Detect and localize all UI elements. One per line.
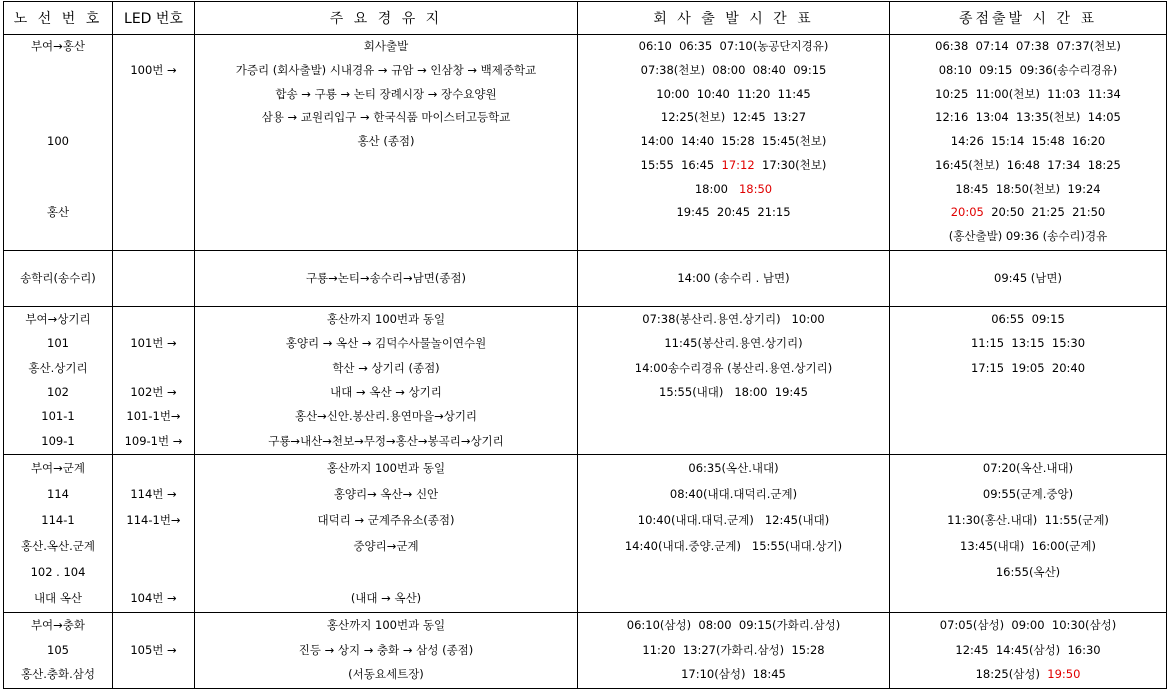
route-cell [4,35,113,251]
via-line [195,154,577,178]
time-text: 06:10(삼성) 08:00 09:15(가화리.삼성) [626,618,841,632]
route-section [4,251,1167,307]
route-section [4,35,1167,251]
highlighted-time: 18:50 [738,181,773,196]
time-text: 17:10(삼성) 18:45 [681,667,786,682]
led-cell [113,251,195,307]
via-line: 홍산까지 100번과 동일 [326,618,446,632]
via-line [195,225,577,249]
led-line: 104번 → [130,591,177,605]
led-line: 101번 → [130,336,177,351]
time-text: 06:38 07:14 07:38 07:37(천보) [935,39,1121,53]
route-cell [4,251,113,307]
company-time-line [578,154,889,178]
company-time-line [578,178,889,202]
via-line [195,201,577,225]
company-time-line [578,225,889,249]
route-line: 부여→홍산 [30,39,86,53]
via-line: 홍산까지 100번과 동일 [326,461,446,475]
led-line [113,559,194,585]
via-cell [195,455,578,613]
via-cell [195,613,578,689]
via-line: 회사출발 [363,39,409,53]
time-text: 13:45(내대) 16:00(군계) [960,539,1096,553]
header-row [4,2,1167,35]
company-cell [578,251,890,307]
via-line: 구룡→내산→천보→무정→홍산→봉곡리→상기리 [268,433,504,448]
time-text: 08:40(내대.대덕리.군계) [669,487,798,501]
led-line: 102번 → [130,384,177,399]
time-text: 18:45 18:50(천보) 19:24 [955,181,1101,196]
company-time-line [578,429,889,453]
terminal-time-line [890,429,1166,453]
company-time-line [578,455,889,481]
via-line: 홍양리 → 옥산 → 김덕수사물놀이연수원 [285,336,487,351]
via-cell [195,307,578,455]
led-line [113,356,194,380]
terminal-time-line [890,613,1166,638]
time-text: 16:45(천보) 16:48 17:34 18:25 [935,157,1121,172]
led-line [113,106,194,130]
company-time-line [578,481,889,507]
highlighted-time: 19:50 [1047,667,1081,682]
route-line: 101-1 [41,409,75,424]
time-text: 18:00 [694,181,739,196]
time-text: 15:55 16:45 [640,157,722,172]
company-time-line [578,507,889,533]
company-time-line [578,106,889,130]
terminal-time-line [890,178,1166,202]
time-text: 14:40(내대.중양.군계) 15:55(내대.상기) [624,539,843,553]
via-line: 구룡→논티→송수리→남면(종점) [305,271,467,285]
company-time-line [578,380,889,404]
led-line [113,307,194,331]
terminal-time-line [890,380,1166,404]
route-line: 109-1 [41,433,75,448]
terminal-time-line [890,251,1166,305]
route-line [4,154,112,178]
route-line: 홍산.충화.삼성 [21,667,95,682]
route-line: 홍산 [46,205,70,220]
time-text: 09:55(군계.중앙) [982,487,1074,501]
company-time-line [578,307,889,331]
terminal-time-line [890,331,1166,355]
time-text: 07:20(옥산.내대) [982,461,1074,475]
header-led-number: LED 번호 [113,2,195,35]
time-text: 07:38(천보) 08:00 08:40 09:15 [640,62,827,77]
route-line: 홍산.상기리 [28,360,88,375]
time-text: 06:10 06:35 07:10(농공단지경유) [638,39,829,53]
via-line: 홍산→신안.봉산리.용연마을→상기리 [294,409,478,424]
time-text: 19:45 20:45 21:15 [676,205,791,220]
via-cell [195,35,578,251]
company-time-line [578,35,889,59]
terminal-time-line [890,83,1166,107]
terminal-time-line [890,585,1166,611]
via-line: 홍산까지 100번과 동일 [326,312,446,326]
via-line: 진등 → 상지 → 충화 → 삼성 (종점) [298,642,474,657]
time-text: (홍산출발) 09:36 (송수리)경유 [948,229,1108,244]
led-line [113,533,194,559]
route-line: 101 [47,336,69,351]
time-text: 14:00 14:40 15:28 15:45(천보) [640,134,827,149]
company-time-line [578,201,889,225]
via-line: 중양리→군계 [353,539,419,553]
header-route-number: 노 선 번 호 [4,2,113,35]
route-cell [4,613,113,689]
terminal-cell [890,307,1167,455]
route-line: 부여→군계 [30,461,86,475]
route-line: 102 . 104 [30,565,86,579]
terminal-time-line [890,404,1166,428]
time-text: 06:35(옥산.내대) [688,461,779,475]
route-line: 105 [47,642,69,657]
via-line: (서동요세트장) [348,667,424,682]
via-line: 내대 → 옥산 → 상기리 [330,384,442,399]
via-cell [195,251,578,307]
led-line: 101-1번→ [126,409,181,424]
company-cell [578,613,890,689]
route-line: 114-1 [41,513,75,527]
time-text: 09:45 (남면) [994,271,1062,285]
route-line [4,83,112,107]
company-time-line [578,533,889,559]
time-text: 20:50 21:25 21:50 [983,205,1106,220]
via-line [195,178,577,202]
led-line [113,154,194,178]
route-section [4,455,1167,613]
time-text: 10:00 10:40 11:20 11:45 [656,86,811,101]
terminal-cell [890,251,1167,307]
terminal-time-line [890,662,1166,687]
terminal-cell [890,455,1167,613]
header-company-departure: 회 사 출 발 시 간 표 [578,2,890,35]
led-cell [113,35,195,251]
led-line [113,251,194,305]
company-cell [578,307,890,455]
route-line [4,59,112,83]
via-line: 합송 → 구룡 → 논티 장례시장 → 장수요양원 [275,86,497,101]
company-time-line [578,404,889,428]
company-time-line [578,251,889,305]
company-time-line [578,59,889,83]
led-line [113,201,194,225]
time-text: 14:00송수리경유 (봉산리.용연.상기리) [634,360,833,375]
route-line: 내대 옥산 [33,591,83,605]
via-line: (내대 → 옥산) [350,591,422,605]
terminal-time-line [890,356,1166,380]
led-line [113,83,194,107]
time-text: 14:00 (송수리 . 남면) [677,271,790,285]
time-text: 11:30(홍산.내대) 11:55(군계) [947,513,1109,527]
company-time-line [578,613,889,638]
via-line: 홍산 (종점) [357,134,415,149]
time-text: 18:25(삼성) [975,667,1048,682]
led-line [113,178,194,202]
company-time-line [578,130,889,154]
route-line: 102 [47,384,69,399]
terminal-time-line [890,106,1166,130]
terminal-time-line [890,130,1166,154]
via-line: 삼용 → 교원리입구 → 한국식품 마이스터고등학교 [261,110,511,125]
company-cell [578,455,890,613]
terminal-time-line [890,35,1166,59]
header-main-stops: 주 요 경 유 지 [195,2,578,35]
time-text: 06:55 09:15 [991,312,1065,326]
highlighted-time: 20:05 [950,205,984,220]
company-time-line [578,331,889,355]
via-line: 가증리 (회사출발) 시내경유 → 규암 → 인삼창 → 백제중학교 [235,62,537,77]
terminal-time-line [890,307,1166,331]
time-text: 17:15 19:05 20:40 [970,360,1086,375]
terminal-cell [890,613,1167,689]
time-text: 12:25(천보) 12:45 13:27 [660,110,807,125]
terminal-time-line [890,455,1166,481]
header-terminal-departure: 종점출발 시 간 표 [890,2,1167,35]
company-time-line [578,559,889,585]
highlighted-time: 17:12 [721,157,755,172]
via-line [195,559,577,585]
led-line [113,225,194,249]
company-time-line [578,638,889,663]
time-text: 11:20 13:27(가화리.삼성) 15:28 [642,642,825,657]
led-line: 100번 → [130,62,177,77]
via-line: 학산 → 상기리 (종점) [332,360,440,375]
company-cell [578,35,890,251]
route-line: 100 [47,134,69,149]
route-line: 홍산.옥산.군계 [21,539,95,553]
time-text: 17:30(천보) [754,157,827,172]
route-section [4,307,1167,455]
route-line: 부여→충화 [30,618,86,632]
led-line [113,662,194,687]
route-cell [4,455,113,613]
led-line: 105번 → [130,642,177,657]
time-text: 15:55(내대) 18:00 19:45 [659,384,808,399]
route-cell [4,307,113,455]
route-line: 송학리(송수리) [20,271,96,285]
terminal-time-line [890,559,1166,585]
led-line [113,35,194,59]
time-text: 10:25 11:00(천보) 11:03 11:34 [935,86,1121,101]
company-time-line [578,83,889,107]
terminal-time-line [890,507,1166,533]
time-text: 07:05(삼성) 09:00 10:30(삼성) [939,618,1117,632]
terminal-cell [890,35,1167,251]
time-text: 10:40(내대.대덕.군계) 12:45(내대) [637,513,830,527]
route-line [4,106,112,130]
route-line: 부여→상기리 [25,312,91,326]
terminal-time-line [890,638,1166,663]
led-line [113,130,194,154]
led-cell [113,613,195,689]
via-line: 대덕리 → 군계주유소(종점) [317,513,455,527]
company-time-line [578,585,889,611]
bus-timetable [3,1,1167,689]
company-time-line [578,662,889,687]
led-cell [113,455,195,613]
terminal-time-line [890,59,1166,83]
time-text: 11:45(봉산리.용연.상기리) [664,336,803,351]
time-text: 08:10 09:15 09:36(송수리경유) [938,62,1118,77]
led-line: 114-1번→ [126,513,181,527]
terminal-time-line [890,481,1166,507]
route-line [4,178,112,202]
time-text: 07:38(봉산리.용연.상기리) 10:00 [642,312,825,326]
time-text: 12:16 13:04 13:35(천보) 14:05 [935,110,1121,125]
route-line: 114 [47,487,69,501]
company-time-line [578,356,889,380]
led-line: 114번 → [130,487,177,501]
via-line: 홍양리→ 옥산→ 신안 [333,487,439,501]
route-line [4,225,112,249]
led-line [113,613,194,638]
terminal-time-line [890,201,1166,225]
time-text: 16:55(옥산) [995,565,1061,579]
route-section [4,613,1167,689]
terminal-time-line [890,154,1166,178]
terminal-time-line [890,533,1166,559]
time-text: 12:45 14:45(삼성) 16:30 [955,642,1101,657]
terminal-time-line [890,225,1166,249]
time-text: 11:15 13:15 15:30 [970,336,1086,351]
led-cell [113,307,195,455]
led-line [113,455,194,481]
time-text: 14:26 15:14 15:48 16:20 [950,134,1106,149]
led-line: 109-1번 → [124,433,183,448]
